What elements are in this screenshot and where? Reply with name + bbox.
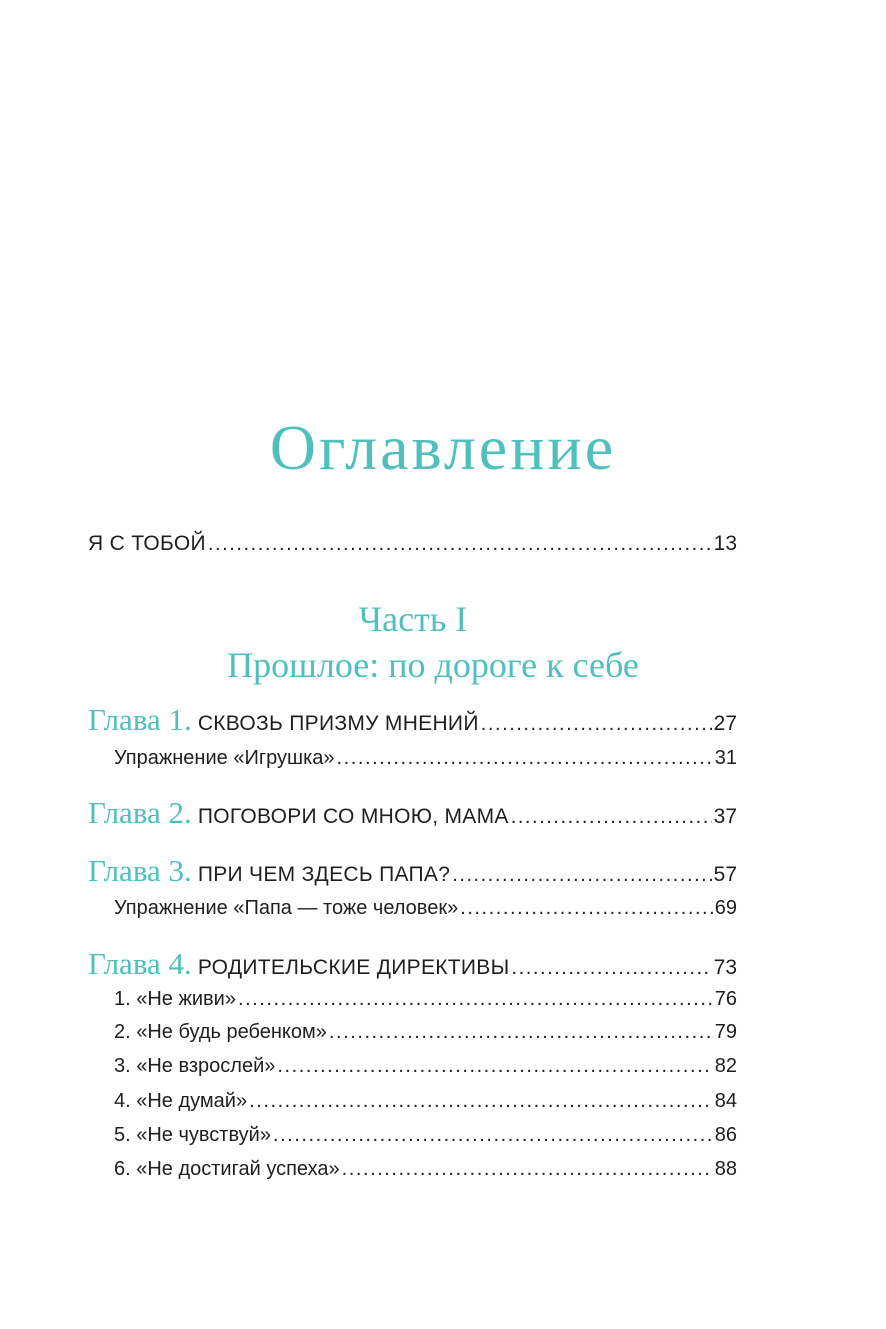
dot-leader <box>512 957 712 980</box>
toc-entry-chapter-4[interactable] <box>88 946 737 982</box>
entry-label: 6. «Не достигай успеха» <box>114 1158 340 1180</box>
toc-entry-sub[interactable] <box>114 747 737 770</box>
entry-page: 27 <box>713 712 737 735</box>
toc-entry-sub[interactable] <box>114 988 737 1011</box>
entry-label: 2. «Не будь ребенком» <box>114 1021 327 1043</box>
dot-leader <box>460 897 713 920</box>
chapter-number: Глава 2. <box>88 795 192 830</box>
entry-label: ПОГОВОРИ СО МНОЮ, МАМА <box>197 805 509 828</box>
entry-page: 73 <box>713 956 737 979</box>
dot-leader <box>342 1158 713 1181</box>
dot-leader <box>273 1124 713 1147</box>
part-name: Прошлое: по дороге к себе <box>227 645 639 685</box>
entry-page: 57 <box>713 863 737 886</box>
entry-label: Я С ТОБОЙ <box>88 532 206 555</box>
dot-leader <box>452 864 711 887</box>
toc-entry-chapter-3[interactable] <box>88 853 737 889</box>
entry-page: 79 <box>714 1021 737 1043</box>
entry-label: 4. «Не думай» <box>114 1090 248 1112</box>
toc-entry-sub[interactable] <box>114 1124 737 1147</box>
toc-entry-sub[interactable] <box>114 1090 737 1113</box>
entry-page: 88 <box>714 1158 737 1180</box>
page-title: Оглавление <box>269 412 617 483</box>
entry-page: 86 <box>714 1124 737 1146</box>
dot-leader <box>511 806 712 829</box>
entry-page: 82 <box>714 1055 737 1077</box>
toc-entry-sub[interactable] <box>114 1055 737 1078</box>
toc-entry-sub[interactable] <box>114 897 737 920</box>
dot-leader <box>238 988 713 1011</box>
dot-leader <box>481 713 712 736</box>
entry-label: РОДИТЕЛЬСКИЕ ДИРЕКТИВЫ <box>197 956 510 979</box>
dot-leader <box>277 1055 712 1078</box>
entry-page: 76 <box>714 988 737 1010</box>
entry-page: 37 <box>713 805 737 828</box>
entry-page: 69 <box>714 897 737 919</box>
entry-label: Упражнение «Папа — тоже человек» <box>114 897 459 919</box>
toc-entry-sub[interactable] <box>114 1158 737 1181</box>
entry-label: 3. «Не взрослей» <box>114 1055 276 1077</box>
entry-label: 5. «Не чувствуй» <box>114 1124 271 1146</box>
part-number: Часть I <box>358 599 468 639</box>
entry-page: 84 <box>714 1090 737 1112</box>
toc-entry-chapter-2[interactable] <box>88 795 737 831</box>
dot-leader <box>329 1021 713 1044</box>
entry-page: 31 <box>714 747 737 769</box>
toc-entry-sub[interactable] <box>114 1021 737 1044</box>
toc-entry-intro[interactable] <box>88 532 737 556</box>
dot-leader <box>337 747 713 770</box>
toc-entry-chapter-1[interactable] <box>88 702 737 738</box>
entry-label: СКВОЗЬ ПРИЗМУ МНЕНИЙ <box>197 712 479 735</box>
chapter-number: Глава 4. <box>88 946 192 981</box>
entry-page: 13 <box>713 532 737 555</box>
chapter-number: Глава 3. <box>88 853 192 888</box>
chapter-number: Глава 1. <box>88 702 192 737</box>
dot-leader <box>249 1090 713 1113</box>
entry-label: Упражнение «Игрушка» <box>114 747 335 769</box>
entry-label: 1. «Не живи» <box>114 988 236 1010</box>
dot-leader <box>208 533 712 556</box>
entry-label: ПРИ ЧЕМ ЗДЕСЬ ПАПА? <box>197 863 451 886</box>
